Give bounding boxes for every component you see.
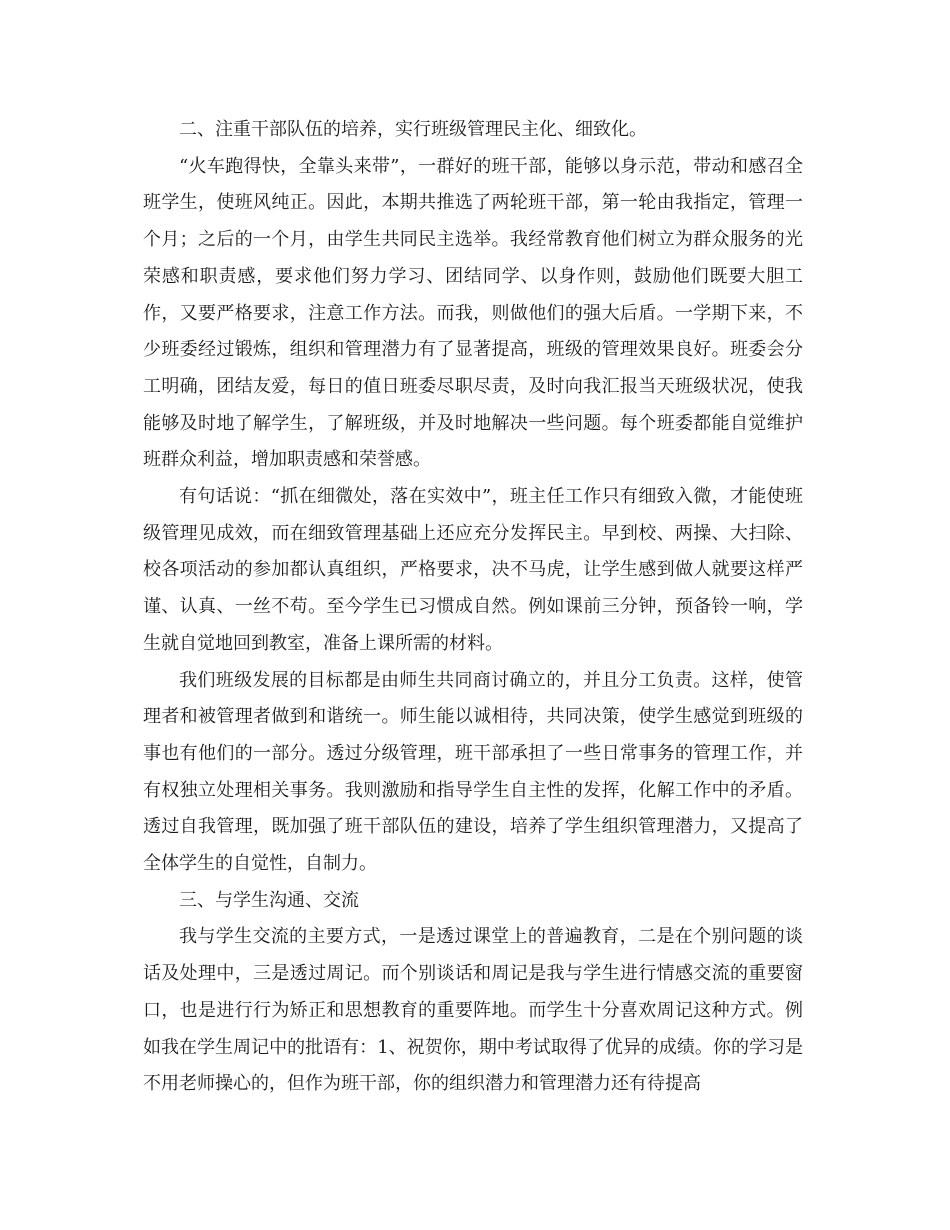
paragraph-communication: 我与学生交流的主要方式，一是透过课堂上的普遍教育，二是在个别问题的谈话及处理中，三是透过周记。而个别谈话和周记是我与学生进行情感交流的重要窗口，也是进行行为矫正和思想教育的重要阵地。而学生十分喜欢周记这种方式。例如我在学生周记中的批语有：1、祝贺你，期中考试取得了优异的成绩。你的学习是不用老师操心的，但作为班干部，你的组织潜力和管理潜力还有待提高 — [143, 926, 803, 1095]
section-heading-3: 三、与学生沟通、交流 — [179, 889, 359, 911]
document-body — [143, 112, 803, 1103]
section-heading-2: 二、注重干部队伍的培养，实行班级管理民主化、细致化。 — [179, 119, 647, 140]
paragraph-class-cadres: “火车跑得快，全靠头来带”，一群好的班干部，能够以身示范，带动和感召全班学生，使班风纯正。因此，本期共推选了两轮班干部，第一轮由我指定，管理一个月；之后的一个月，由学生共同民主选举。我经常教育他们树立为群众服务的光荣感和职责感，要求他们努力学习、团结同学、以身作则，鼓励他们既要大胆工作，又要严格要求，注意工作方法。而我，则做他们的强大后盾。一学期下来，不少班委经过锻炼，组织和管理潜力有了显著提高，班级的管理效果良好。班委会分工明确，团结友爱，每日的值日班委尽职尽责，及时向我汇报当天班级状况，使我能够及时地了解学生，了解班级，并及时地解决一些问题。每个班委都能自觉维护班群众利益，增加职责感和荣誉感。 — [143, 155, 803, 471]
paragraph-shared-goals: 我们班级发展的目标都是由师生共同商讨确立的，并且分工负责。这样，使管理者和被管理者做到和谐统一。师生能以诚相待，共同决策，使学生感觉到班级的事也有他们的一部分。透过分级管理，班干部承担了一些日常事务的管理工作，并有权独立处理相关事务。我则激励和指导学生自主性的发挥，化解工作中的矛盾。透过自我管理，既加强了班干部队伍的建设，培养了学生组织管理潜力，又提高了全体学生的自觉性，自制力。 — [143, 669, 803, 875]
paragraph-detail-management: 有句话说：“抓在细微处，落在实效中”，班主任工作只有细致入微，才能使班级管理见成效，而在细致管理基础上还应充分发挥民主。早到校、两操、大扫除、校各项活动的参加都认真组织，严格要求，决不马虎，让学生感到做人就要这样严谨、认真、一丝不苟。至今学生已习惯成自然。例如课前三分钟，预备铃一响，学生就自觉地回到教室，准备上课所需的材料。 — [143, 486, 803, 654]
